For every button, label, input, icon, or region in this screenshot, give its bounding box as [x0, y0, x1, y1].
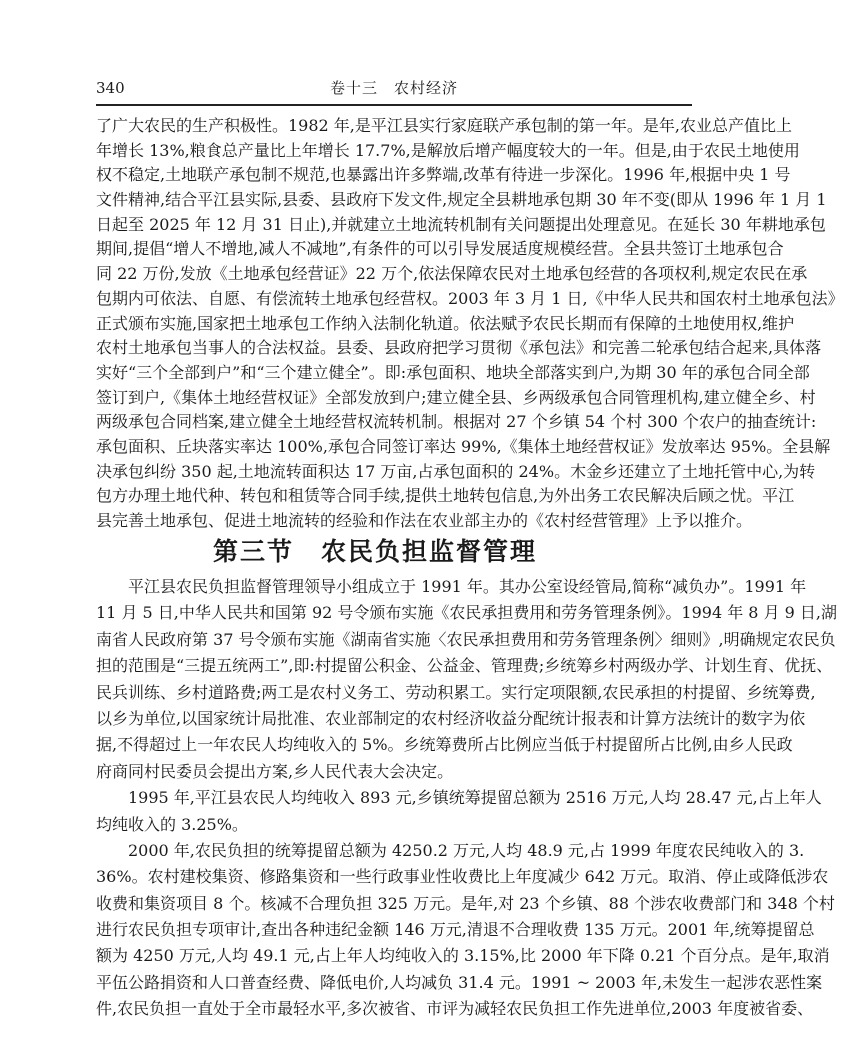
text-line: 府商同村民委员会提出方案,乡人民代表大会决定。 — [96, 761, 454, 781]
body-text-section-1 — [96, 114, 844, 534]
text-line: 担的范围是“三提五统两工”,即:村提留公积金、公益金、管理费;乡统筹乡村两级办学、计划生育、优抚、 — [96, 656, 833, 676]
text-line: 收费和集资项目 8 个。核减不合理负担 325 万元。是年,对 23 个乡镇、88 个涉农收费部门和 348 个村 — [96, 893, 835, 913]
text-line: 件,农民负担一直处于全市最轻水平,多次被省、市评为减轻农民负担工作先进单位,2003 年度被省委、 — [96, 999, 814, 1019]
text-line: 1995 年,平江县农民人均纯收入 893 元,乡镇统筹提留总额为 2516 万元,人均 28.47 元,占上年人 — [128, 788, 822, 808]
text-line: 承包面积、丘块落实率达 100%,承包合同签订率达 99%,《集体土地经营权证》发放率达 95%。全县解 — [96, 436, 831, 456]
text-line: 平伍公路捐资和人口普查经费、降低电价,人均减负 31.4 元。1991 ~ 2003 年,未发生一起涉农恶性案 — [96, 972, 823, 992]
text-line: 据,不得超过上一年农民人均纯收入的 5%。乡统筹费所占比例应当低于村提留所占比例,由乡人民政 — [96, 735, 793, 755]
text-line: 决承包纠纷 350 起,土地流转面积达 17 万亩,占承包面积的 24%。木金乡还建立了土地托管中心,为转 — [96, 461, 816, 481]
text-line: 文件精神,结合平江县实际,县委、县政府下发文件,规定全县耕地承包期 30 年不变(即从 1996 年 1 月 1 — [96, 190, 827, 210]
text-line: 平江县农民负担监督管理领导小组成立于 1991 年。其办公室设经管局,简称“减负办”。1991 年 — [128, 577, 807, 596]
text-line: 正式颁布实施,国家把土地承包工作纳入法制化轨道。依法赋予农民长期而有保障的土地使用权,维护 — [96, 313, 795, 333]
text-line: 包期内可依法、自愿、有偿流转土地承包经营权。2003 年 3 月 1 日,《中华人民共和国农村土地承包法》 — [96, 288, 844, 308]
text-line: 2000 年,农民负担的统筹提留总额为 4250.2 万元,人均 48.9 元,占 1999 年度农民纯收入的 3. — [128, 840, 805, 860]
text-line: 民兵训练、乡村道路费;两工是农村义务工、劳动积累工。实行定项限额,农民承担的村提留、乡统筹费, — [96, 682, 816, 702]
text-line: 额为 4250 万元,人均 49.1 元,占上年人均纯收入的 3.15%,比 2000 年下降 0.21 个百分点。是年,取消 — [96, 946, 830, 966]
page-header — [96, 78, 692, 102]
text-line: 36%。农村建校集资、修路集资和一些行政事业性收费比上年度减少 642 万元。取消、停止或降低涉农 — [96, 867, 829, 887]
text-line: 县完善土地承包、促进土地流转的经验和作法在农业部主办的《农村经营管理》上予以推介。 — [96, 511, 753, 530]
text-line: 年增长 13%,粮食总产量比上年增长 17.7%,是解放后增产幅度较大的一年。但是,由于农民土地使用 — [96, 140, 800, 160]
text-line: 权不稳定,土地联产承包制不规范,也暴露出许多弊端,改革有待进一步深化。1996 年,根据中央 1 号 — [96, 165, 791, 185]
text-line: 包方办理土地代种、转包和租赁等合同手续,提供土地转包信息,为外出务工农民解决后顾之忧。平江 — [96, 486, 795, 506]
text-line: 实好“三个全部到户”和“三个建立健全”。即:承包面积、地块全部落实到户,为期 30 年的承包合同全部 — [96, 362, 810, 382]
text-line: 以乡为单位,以国家统计局批准、农业部制定的农村经济收益分配统计报表和计算方法统计的数字为依 — [96, 708, 806, 728]
text-line: 均纯收入的 3.25%。 — [96, 814, 248, 834]
header-rule — [96, 104, 692, 106]
text-line: 同 22 万份,发放《土地承包经营证》22 万个,依法保障农民对土地承包经营的各项权利,规定农民在承 — [96, 264, 808, 284]
text-line: 进行农民负担专项审计,查出各种违纪金额 146 万元,清退不合理收费 135 万元。2001 年,统筹提留总 — [96, 920, 815, 940]
text-line: 日起至 2025 年 12 月 31 日止),并就建立土地流转机制有关问题提出处理意见。在延长 30 年耕地承包 — [96, 214, 826, 234]
text-line: 11 月 5 日,中华人民共和国第 92 号令颁布实施《农民承担费用和劳务管理条例》。1994 年 8 月 9 日,湖 — [96, 603, 838, 623]
text-line: 签订到户,《集体土地经营权证》全部发放到户;建立健全县、乡两级承包合同管理机构,建立健全乡、村 — [96, 387, 816, 407]
text-line: 期间,提倡“增人不增地,减人不减地”,有条件的可以引导发展适度规模经营。全县共签订土地承包合 — [96, 239, 784, 259]
text-line: 两级承包合同档案,建立健全土地经营权流转机制。根据对 27 个乡镇 54 个村 300 个农户的抽查统计: — [96, 412, 817, 432]
page-number: 340 — [96, 79, 125, 97]
text-line: 农村土地承包当事人的合法权益。县委、县政府把学习贯彻《承包法》和完善二轮承包结合起来,具体落 — [96, 338, 822, 358]
running-title: 卷十三 农村经济 — [329, 79, 458, 97]
text-line: 了广大农民的生产积极性。1982 年,是平江县实行家庭联产承包制的第一年。是年,农业总产值比上 — [96, 116, 792, 135]
text-line: 南省人民政府第 37 号令颁布实施《湖南省实施〈农民承担费用和劳务管理条例〉细则》,明确规定农民负 — [96, 629, 836, 649]
section-heading: 第三节 农民负担监督管理 — [212, 537, 537, 566]
body-text-section-2 — [96, 574, 838, 1023]
